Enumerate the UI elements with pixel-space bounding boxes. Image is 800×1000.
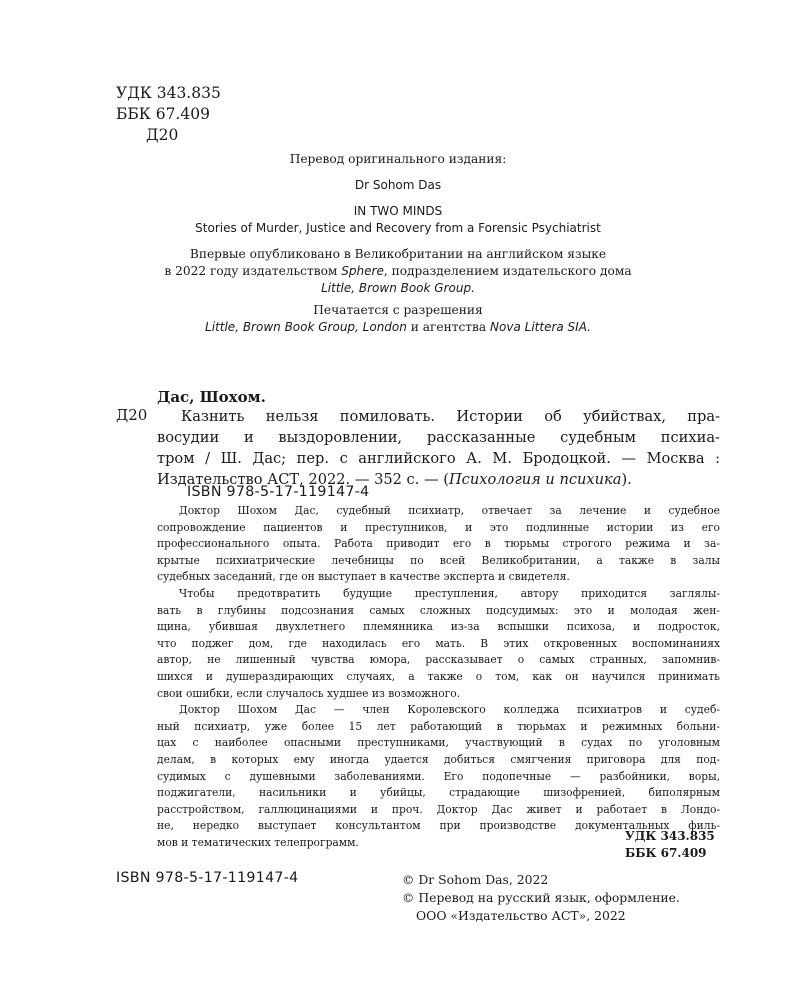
first-published-text-end: , подразделением издательского дома: [383, 264, 632, 278]
abstract-line: судебных заседаний, где он выступает в качестве эксперта и свидетеля.: [157, 570, 570, 584]
publishing-house: Little, Brown Book Group.: [321, 281, 475, 295]
abstract-line: расстройством, галлюцинациями и проч. Доктор Дас живет и работает в Лондо-: [157, 802, 720, 816]
bibliographic-author: Дас, Шохом.: [157, 388, 266, 406]
bbk-code-bottom: ББК 67.409: [625, 846, 707, 860]
abstract-line: Доктор Шохом Дас, судебный психиатр, отвечает за лечение и судебное: [179, 504, 720, 517]
original-title-block: [118, 203, 678, 237]
copyright-original: © Dr Sohom Das, 2022: [402, 872, 549, 887]
abstract-line: судимых с душевными заболеваниями. Его подопечные — разбойники, воры,: [157, 769, 720, 783]
original-author: Dr Sohom Das: [354, 178, 442, 192]
permission-line-2: [118, 319, 678, 336]
permission-block: [118, 302, 678, 336]
bibliographic-description: [157, 406, 720, 490]
abstract-line: сопровождение пациентов и преступников, и это подлинные истории из его: [157, 520, 720, 534]
first-published-line-2: [118, 263, 678, 280]
bibliographic-line: тром / Ш. Дас; пер. с английского А. М. Бродоцкой. — Москва :: [157, 450, 720, 467]
isbn-bottom: ISBN 978-5-17-119147-4: [116, 870, 299, 886]
original-author-block: [118, 177, 678, 194]
abstract-line: шихся и душераздирающих случаях, а также о том, как он научился принимать: [157, 669, 720, 683]
abstract-line: щина, убившая двухлетнего племянника из-за вспышки психоза, и подросток,: [157, 620, 720, 634]
udk-code: УДК 343.835: [116, 84, 221, 102]
udk-code-bottom: УДК 343.835: [625, 829, 715, 843]
abstract-line: мов и тематических телепрограмм.: [157, 835, 359, 849]
bibliographic-line: восудии и выздоровлении, рассказанные судебным психиа-: [157, 429, 720, 446]
rights-holder: Little, Brown Book Group, London: [205, 320, 407, 334]
abstract-line: что поджег дом, где находилась его мать. В этих откровенных воспоминаниях: [157, 636, 720, 650]
bibliographic-line-end: ).: [621, 471, 632, 488]
abstract-line: ный психиатр, уже более 15 лет работающий в тюрьмах и режимных больни-: [157, 719, 720, 733]
isbn-main: ISBN 978-5-17-119147-4: [187, 484, 370, 500]
abstract-line: поджигатели, насильники и убийцы, страдающие шизофренией, биполярным: [157, 786, 720, 800]
abstract-line: делам, в которых ему иногда удается добиться смягчения приговора для под-: [157, 752, 720, 766]
abstract-line: свои ошибки, если случалось худшее из возможного.: [157, 686, 461, 700]
abstract: [157, 503, 720, 851]
original-title: IN TWO MINDS: [353, 204, 443, 218]
bbk-code: ББК 67.409: [116, 105, 210, 123]
copyright-publisher: ООО «Издательство АСТ», 2022: [416, 908, 626, 923]
abstract-line: Чтобы предотвратить будущие преступления, автору приходится заглялы-: [179, 586, 720, 600]
literary-agency: Nova Littera SIA.: [490, 320, 591, 334]
author-mark: Д20: [146, 126, 179, 144]
copyright-translation: © Перевод на русский язык, оформление.: [402, 890, 680, 905]
original-subtitle: Stories of Murder, Justice and Recovery from a Forensic Psychiatrist: [195, 221, 601, 235]
first-published-line-1: Впервые опубликовано в Великобритании на английском языке: [189, 247, 607, 261]
first-published-text: в 2022 году издательством: [164, 264, 342, 278]
series-title: Психология и психика: [448, 471, 622, 488]
abstract-line: цах с наиболее опасными преступниками, участвующий в судах по уголовным: [157, 736, 720, 750]
abstract-line: не, нередко выступает консультантом при производстве документальных филь-: [157, 819, 720, 833]
first-published-block: [118, 246, 678, 297]
permission-line-1: Печатается с разрешения: [313, 303, 483, 317]
original-edition-heading-block: [118, 151, 678, 168]
original-edition-heading: Перевод оригинального издания:: [289, 152, 507, 166]
classification-codes-top: [116, 83, 221, 146]
abstract-line: крытые психиатрические лечебницы по всей Великобритании, а также в залы: [157, 553, 720, 567]
permission-connector: и агентства: [406, 320, 491, 334]
bibliographic-publisher: Издательство АСТ, 2022. — 352 с. — (: [157, 471, 449, 488]
classification-codes-bottom: [625, 828, 715, 862]
bibliographic-class-code: Д20: [116, 406, 148, 424]
bibliographic-line: Казнить нельзя помиловать. Истории об убийствах, пра-: [181, 408, 720, 425]
copyright-block: [402, 871, 680, 925]
abstract-line: профессионального опыта. Работа приводит его в тюрьмы строгого режима и за-: [157, 537, 720, 551]
abstract-line: Доктор Шохом Дас — член Королевского колледжа психиатров и судеб-: [179, 703, 720, 717]
publisher-imprint: Sphere: [341, 264, 384, 278]
abstract-line: автор, не лишенный чувства юмора, рассказывает о самых странных, запомнив-: [157, 653, 720, 667]
abstract-line: вать в глубины подсознания самых сложных подсудимых: это и молодая жен-: [157, 603, 720, 617]
